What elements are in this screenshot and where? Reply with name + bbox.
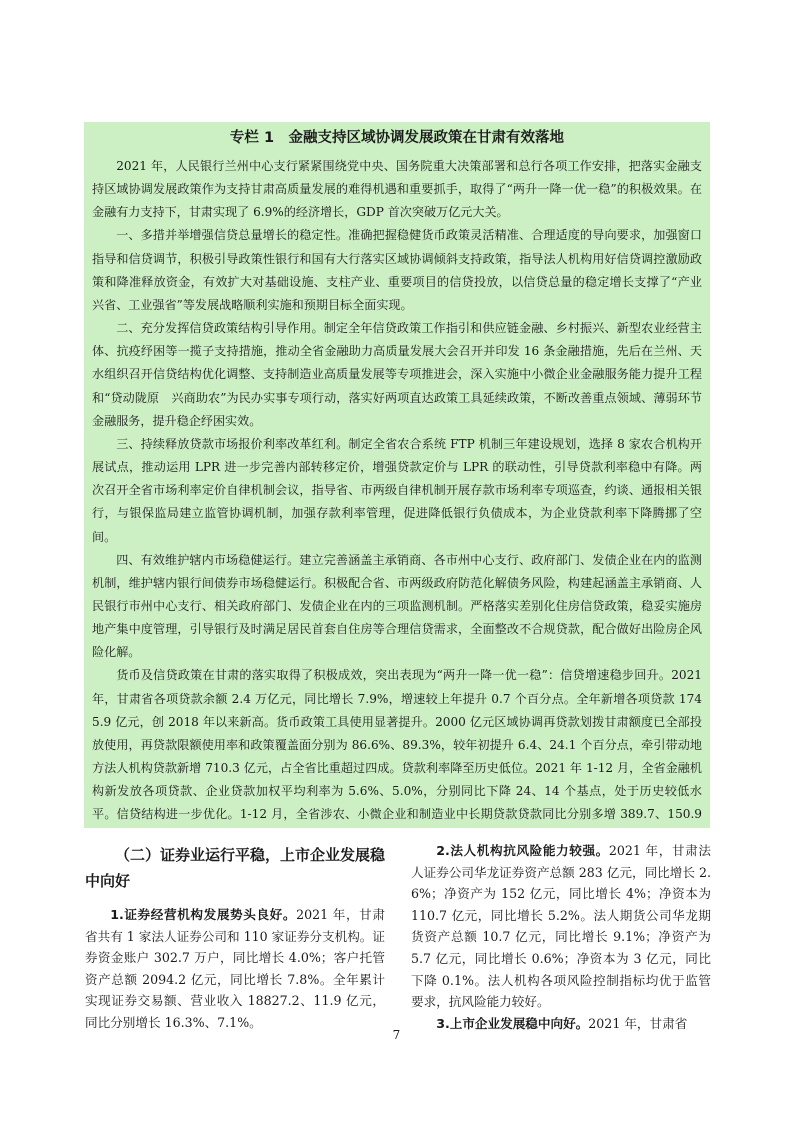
body-paragraph [411,840,711,1013]
body-paragraph [85,904,385,1034]
paragraph-text: 2021 年，甘肃法人证券公司华龙证券资产总额 283 亿元，同比增长 2.6%；净资产为 152 亿元，同比增长 4%；净资本为 110.7 亿元，同比增长 5.2%。法人期货公司华龙期货资产总额 10.7 亿元，同比增长 9.1%；净资产为 5.7 亿元，同比增长 0.6%；净资本为 3 亿元，同比下降 0.1%。法人机构各项风险控制指标均优于监管要求，抗风险能力较好。 [411,843,711,1010]
box-paragraph: 2021 年，人民银行兰州中心支行紧紧围绕党中央、国务院重大决策部署和总行各项工作安排，把落实金融支持区域协调发展政策作为支持甘肃高质量发展的难得机遇和重要抓手，取得了“两升一降一优一稳”的积极效果。在金融有力支持下，甘肃实现了 6.9%的经济增长，GDP 首次突破万亿元大关。 [92,159,702,220]
box-paragraph: 四、有效维护辖内市场稳健运行。建立完善涵盖主承销商、各市州中心支行、政府部门、发债企业在内的监测机制，维护辖内银行间债券市场稳健运行。积极配合省、市两级政府防范化解债务风险，构建起涵盖主承销商、人民银行市州中心支行、相关政府部门、发债企业在内的三项监测机制。严格落实差别化住房信贷政策，稳妥实施房地产集中度管理，引导银行及时满足居民首套自住房等合理信贷需求，全面整改不合规贷款，配合做好出险房企风险化解。 [92,552,702,660]
section-title: （二）证券业运行平稳，上市企业发展稳中向好 [85,846,386,890]
paragraph-text: 2021 年，甘肃省共有 1 家法人证券公司和 110 家证券分支机构。证券资金账户 302.7 万户，同比增长 4.0%；客户托管资产总额 2094.2 亿元，同比增长 7.8%。全年累计实现证券交易额、营业收入 18827.2、11.9 亿元，同比分别增长 16.3%、7.1%。 [85,907,385,1030]
box-paragraph: 二、充分发挥信贷政策结构引导作用。制定全年信贷政策工作指引和供应链金融、乡村振兴、新型农业经营主体、抗疫纾困等一揽子支持措施，推动全省金融助力高质量发展大会召开并印发 16 条金融措施，先后在兰州、天水组织召开信贷结构优化调整、支持制造业高质量发展等专项推进会，深入实施中小微企业金融服务能力提升工程和“贷动陇原 兴商助农”为民办实事专项行动，落实好两项直达政策工具延续政策，不断改善重点领域、薄弱环节金融服务，提升稳企纾困实效。 [92,321,702,428]
paragraph-lead: 1.证券经营机构发展势头良好。 [110,907,297,922]
paragraph-text: 2021 年，甘肃省 [588,1015,688,1031]
box-paragraph: 一、多措并举增强信贷总量增长的稳定性。准确把握稳健货币政策灵活精准、合理适度的导向要求，加强窗口指导和信贷调节，积极引导政策性银行和国有大行落实区域协调倾斜支持政策，指导法人机构用好信贷调控激励政策和降准释放资金，有效扩大对基础设施、支柱产业、重要项目的信贷投放，以信贷总量的稳定增长支撑了“产业兴省、工业强省”等发展战略顺利实施和预期目标全面实现。 [92,228,702,312]
right-column [411,840,711,1034]
page-number: 7 [392,1028,401,1042]
box-paragraph: 三、持续释放贷款市场报价利率改革红利。制定全省农合系统 FTP 机制三年建设规划，选择 8 家农合机构开展试点，推动运用 LPR 进一步完善内部转移定价，增强贷款定价与 LPR 的联动性，引导贷款利率稳中有降。两次召开全省市场利率定价自律机制会议，指导省、市两级自律机制开展存款市场利率专项巡查，约谈、通报相关银行，与银保监局建立监管协调机制，加强存款利率管理，促进降低银行负债成本，为企业贷款利率下降腾挪了空间。 [92,436,702,544]
left-column [85,840,385,1034]
box-title: 专栏 1 金融支持区域协调发展政策在甘肃有效落地 [229,130,565,146]
paragraph-lead: 2.法人机构抗风险能力较强。 [436,843,609,858]
box-paragraph: 货币及信贷政策在甘肃的落实取得了积极成效，突出表现为“两升一降一优一稳”：信贷增速稳步回升。2021 年，甘肃省各项贷款余额 2.4 万亿元，同比增长 7.9%，增速较上年提升 0.7 个百分点。全年新增各项贷款 1745.9 亿元，创 2018 年以来新高。货币政策工具使用显著提升。2000 亿元区域协调再贷款划拨甘肃额度已全部投放使用，再贷款限额使用率和政策覆盖面分别为 86.6%、89.3%，较年初提升 6.4、24.1 个百分点，牵引带动地方法人机构贷款新增 710.3 亿元，占全省比重超过四成。贷款利率降至历史低位。2021 年 1-12 月，全省金融机构新发放各项贷款、企业贷款加权平均利率为 5.6%、5.0%，分别同比下降 24、14 个基点，处于历史较低水平。信贷结构进一步优化。1-12 月，全省涉农、小微企业和制造业中长期贷款贷款同比分别多增 389.7、150.9 [92,668,702,822]
paragraph-lead: 3.上市企业发展稳中向好。 [436,1015,589,1031]
policy-column-box [84,122,710,828]
